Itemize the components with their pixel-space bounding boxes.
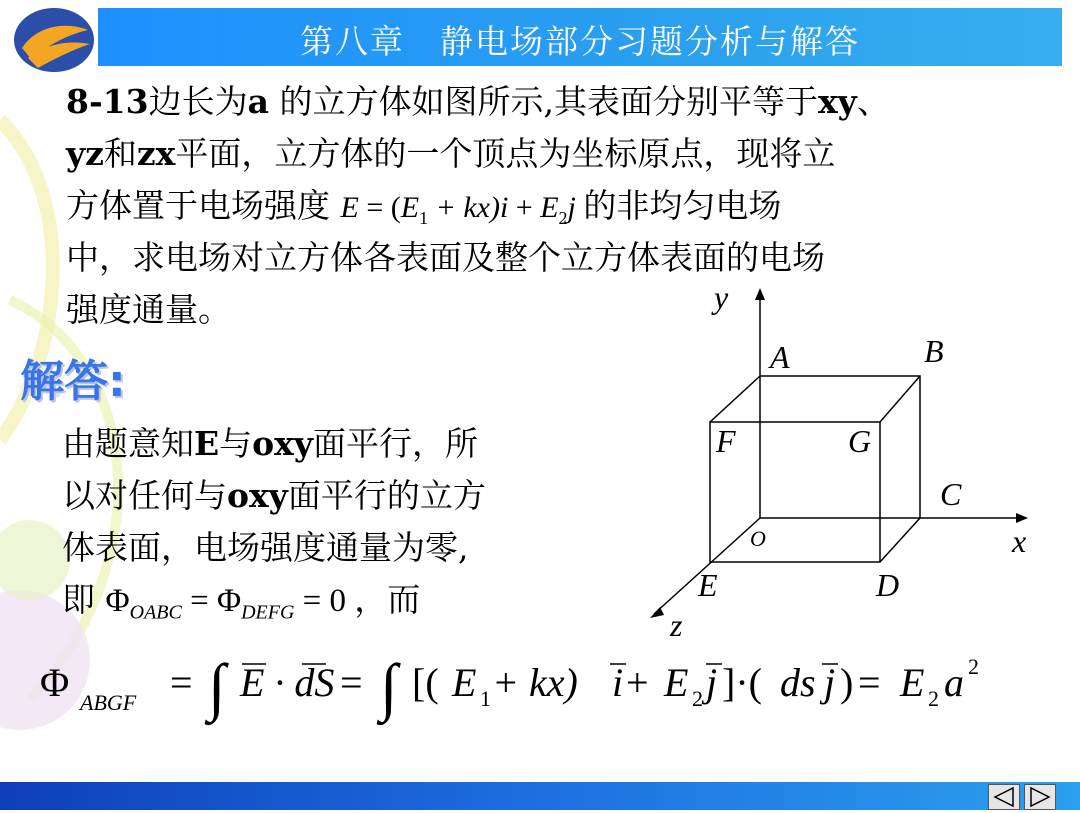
next-slide-button[interactable] — [1024, 784, 1056, 810]
problem-plane-yz: yz — [66, 134, 104, 173]
explanation-line-1 — [62, 418, 602, 470]
phi-symbol: Φ — [216, 583, 242, 619]
integral-symbol: ∫ — [380, 651, 398, 722]
problem-plane-zx: zx — [136, 134, 176, 173]
field-equation — [340, 191, 584, 228]
subscript-oabc: OABC — [129, 601, 182, 624]
math-symbol: = — [170, 660, 193, 705]
integral-symbol: ∫ — [208, 651, 226, 722]
problem-line-5: 强度通量。 — [66, 290, 231, 329]
label-vertex-C: C — [940, 476, 962, 512]
answer-heading: 解答: — [20, 356, 126, 407]
x-axis-arrow — [1016, 513, 1028, 523]
footer-bar — [0, 782, 1080, 810]
cube-edge — [880, 376, 920, 422]
cube-diagram — [630, 280, 1050, 640]
explanation-line-4 — [62, 574, 602, 626]
explain-var-E: E — [194, 424, 220, 463]
title-bar — [98, 8, 1062, 66]
explain-text: ，而 — [354, 580, 421, 619]
subscript-2: 2 — [928, 686, 939, 711]
problem-text: 和 — [103, 134, 137, 173]
subscript: 1 — [419, 208, 429, 228]
math-symbol: = — [181, 583, 217, 619]
ds-term: ds — [780, 660, 816, 705]
vector-E: E — [340, 191, 359, 224]
label-vertex-G: G — [848, 423, 872, 459]
problem-text: 的非均匀电场 — [583, 186, 782, 225]
close-paren: ) — [840, 660, 854, 705]
term-plus-kx: + kx) — [492, 660, 578, 705]
label-vertex-B: B — [924, 333, 944, 369]
explanation-line-3: 体表面，电场强度通量为零, — [62, 528, 469, 567]
problem-line-2 — [66, 128, 1056, 180]
subscript-abgf: ABGF — [80, 690, 137, 715]
label-axis-z: z — [670, 607, 683, 640]
label-axis-y: y — [714, 280, 729, 315]
superscript-2: 2 — [968, 654, 979, 679]
explain-text: 与 — [219, 424, 253, 463]
subscript: 2 — [558, 208, 568, 228]
slide-title: 第八章 静电场部分习题分析与解答 — [300, 22, 860, 61]
math-term: + kx) — [428, 191, 500, 224]
problem-text: 的立方体如图所示,其表面分别平等于 — [268, 82, 818, 121]
result-a: a — [944, 660, 964, 705]
problem-line-4: 中，求电场对立方体各表面及整个立方体表面的电场 — [66, 238, 825, 277]
math-symbol: = — [340, 660, 363, 705]
math-symbol: = — [858, 660, 881, 705]
bracket-close: ]·( — [722, 660, 762, 705]
explain-text: 即 — [62, 580, 95, 619]
flux-abgf-formula — [40, 648, 1050, 730]
arrow-right-icon — [1025, 785, 1055, 809]
problem-text: 、 — [856, 82, 890, 121]
problem-line-1 — [66, 76, 1056, 128]
problem-text: 方体置于电场强度 — [66, 186, 330, 225]
phi-symbol: Φ — [105, 583, 130, 619]
z-axis-arrow — [650, 607, 664, 618]
phi-symbol: Φ — [40, 660, 70, 705]
symbol-E2: E — [540, 191, 559, 224]
y-axis-arrow — [755, 288, 765, 300]
previous-slide-button[interactable] — [988, 784, 1020, 810]
problem-text: 边长为 — [148, 82, 248, 121]
explain-text: 以对任何与 — [62, 476, 227, 515]
flux-zero-equation — [105, 583, 355, 624]
unit-vector-i: i — [612, 660, 624, 705]
problem-var-a: a — [247, 82, 269, 121]
subscript-1: 1 — [480, 686, 491, 711]
result-E: E — [900, 660, 925, 705]
cube-back-face — [760, 376, 920, 518]
logo-icon — [8, 4, 100, 76]
label-vertex-F: F — [716, 423, 736, 459]
explain-plane-oxy: oxy — [227, 476, 288, 515]
problem-text: 平面，立方体的一个顶点为坐标原点，现将立 — [175, 134, 836, 173]
label-vertex-D: D — [876, 567, 900, 603]
label-axis-x: x — [1012, 523, 1027, 559]
explain-text: 由题意知 — [62, 424, 194, 463]
subscript-defg: DEFG — [241, 601, 295, 624]
label-origin-O: O — [750, 526, 766, 551]
math-symbol: = 0 — [294, 583, 347, 619]
cube-edge — [880, 518, 920, 562]
math-symbol: + — [508, 191, 541, 224]
dot-product-E-dS: E · dS — [240, 660, 335, 705]
cube-edge — [710, 376, 760, 422]
explain-plane-oxy: oxy — [252, 424, 314, 463]
math-plus: + — [626, 660, 649, 705]
problem-line-3 — [66, 180, 1056, 232]
symbol-E1: E — [452, 660, 477, 705]
unit-vector-j: j — [706, 660, 718, 705]
math-symbol: = ( — [358, 191, 401, 224]
symbol-E2: E — [664, 660, 689, 705]
explanation-line-2 — [62, 470, 602, 522]
label-vertex-A: A — [770, 339, 790, 375]
unit-vector-i: i — [499, 191, 509, 224]
unit-vector-j: j — [567, 191, 576, 224]
explanation-text — [62, 418, 602, 626]
symbol-E1: E — [400, 191, 420, 224]
explain-text: 面平行，所 — [313, 424, 479, 463]
problem-plane-xy: xy — [817, 82, 857, 121]
subscript-2: 2 — [692, 686, 703, 711]
bracket-open: [( — [412, 660, 439, 705]
label-vertex-E: E — [698, 567, 718, 603]
unit-vector-j: j — [824, 660, 836, 705]
problem-number: 8-13 — [66, 82, 149, 121]
arrow-left-icon — [989, 785, 1019, 809]
explain-text: 面平行的立方 — [287, 476, 486, 515]
